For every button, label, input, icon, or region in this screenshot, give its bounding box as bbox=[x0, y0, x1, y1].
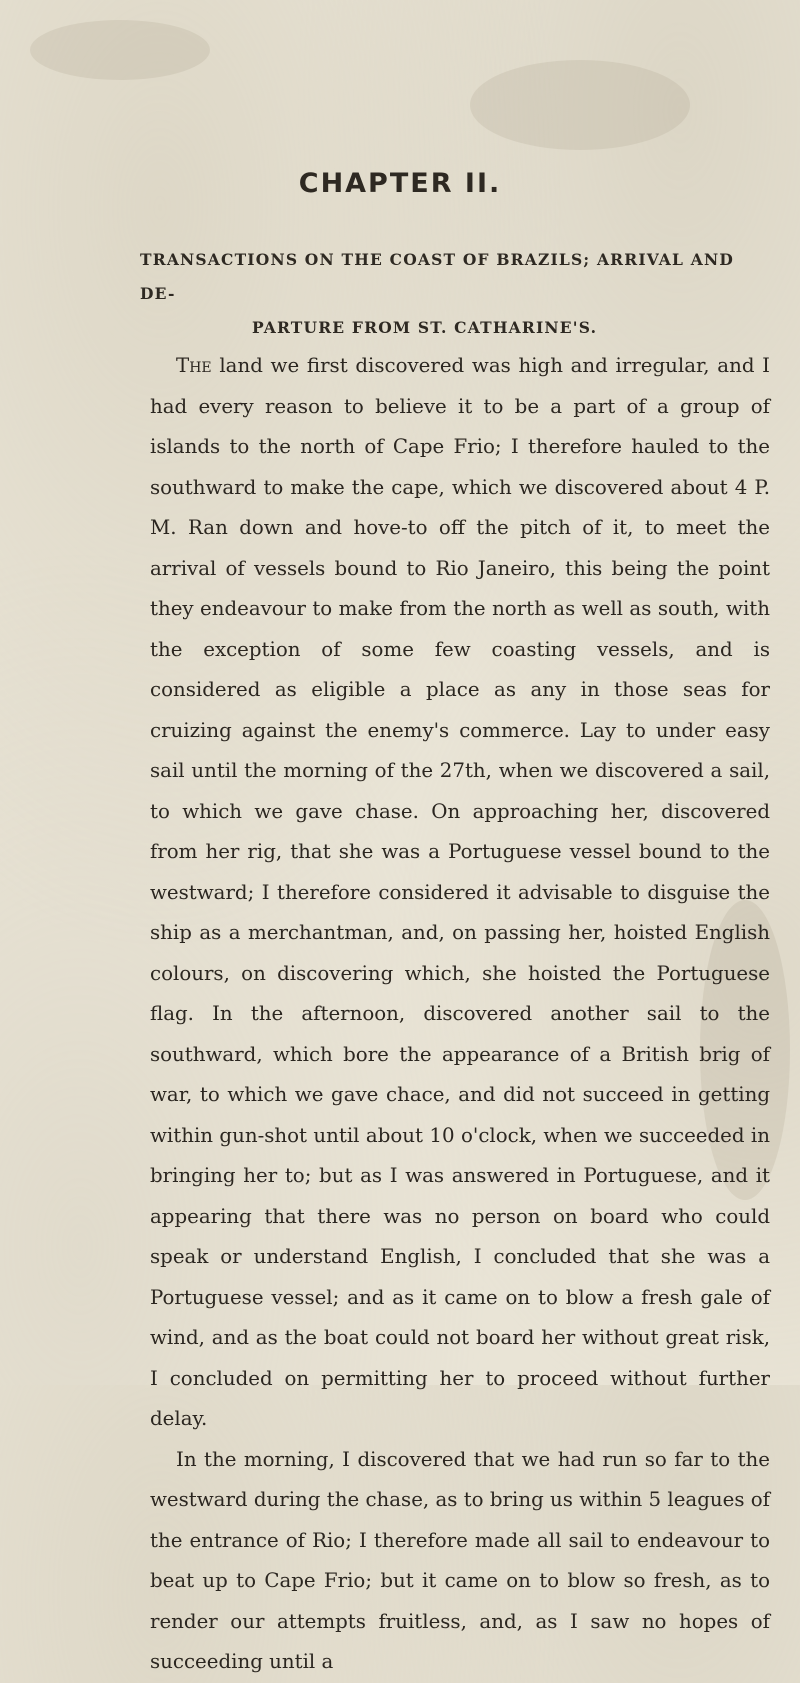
subtitle-line-1: TRANSACTIONS ON THE COAST OF BRAZILS; ARRIVAL AND DE- bbox=[140, 250, 734, 303]
chapter-body bbox=[150, 346, 770, 1683]
subtitle-line-2: PARTURE FROM ST. CATHARINE'S. bbox=[252, 318, 598, 337]
paper-stain bbox=[470, 60, 690, 150]
paper-stain bbox=[30, 20, 210, 80]
paragraph-1-text: land we first discovered was high and irregular, and I had every reason to believe it to be a part of a group of islands to the north of Cape Frio; I therefore hauled to the southward to make the cape, which we discovered about 4 P. M. Ran down and hove-to off the pitch of it, to meet the arrival of vessels bound to Rio Janeiro, this being the point they endeavour to make from the north as well as south, with the exception of some few coasting vessels, and is considered as eligible a place as any in those seas for cruizing against the enemy's commerce. Lay to under easy sail until the morning of the 27th, when we discovered a sail, to which we gave chase. On approaching her, discovered from her rig, that she was a Portuguese vessel bound to the westward; I therefore considered it advisable to disguise the ship as a merchantman, and, on passing her, hoisted English colours, on discovering which, she hoisted the Portuguese flag. In the afternoon, discovered another sail to the southward, which bore the appearance of a British brig of war, to which we gave chace, and did not succeed in getting within gun-shot until about 10 o'clock, when we succeeded in bringing her to; but as I was answered in Portuguese, and it appearing that there was no person on board who could speak or understand English, I concluded that she was a Portuguese vessel; and as it came on to blow a fresh gale of wind, and as the boat could not board her without great risk, I concluded on permitting her to proceed without further delay. bbox=[150, 354, 770, 1430]
paragraph-1 bbox=[150, 346, 770, 1440]
paragraph-2: In the morning, I discovered that we had run so far to the westward during the chase, as to bring us within 5 leagues of the entrance of Rio; I therefore made all sail to endeavour to beat up to Cape Frio; but it came on to blow so fresh, as to render our attempts fruitless, and, as I saw no hopes of succeeding until a bbox=[150, 1447, 770, 1673]
paragraph-lead-word: The bbox=[176, 354, 212, 377]
chapter-subtitle bbox=[140, 243, 760, 345]
chapter-heading: CHAPTER II. bbox=[298, 168, 502, 199]
